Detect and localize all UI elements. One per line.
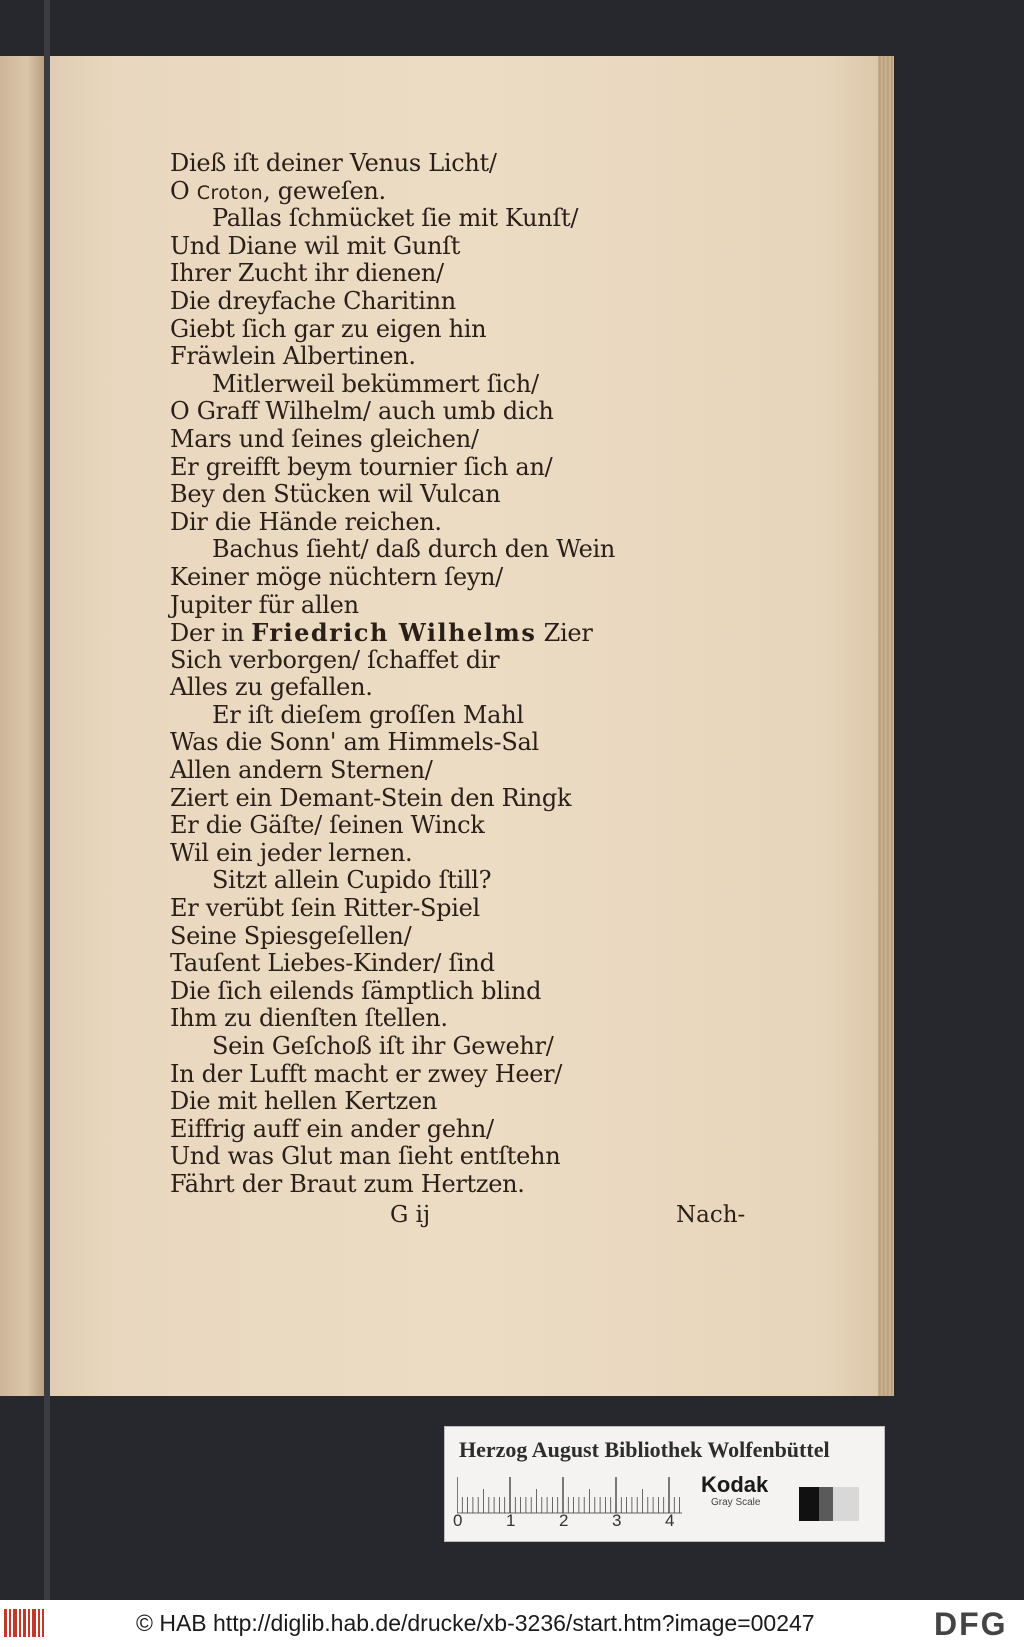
text-span: Allen andern Sternen/ xyxy=(170,756,433,785)
text-line xyxy=(170,178,790,206)
color-scale-card xyxy=(444,1426,885,1542)
text-line xyxy=(170,426,790,454)
text-line xyxy=(170,288,790,316)
text-span: Ziert ein Demant-Stein den Ringk xyxy=(170,783,572,812)
text-span: Mars und ſeines gleichen/ xyxy=(170,424,479,453)
text-line xyxy=(170,536,790,564)
catchword: Nach- xyxy=(676,1202,746,1228)
kodak-label: Kodak xyxy=(701,1472,769,1497)
text-span: Bachus ſieht/ daß durch den Wein xyxy=(212,535,616,564)
library-name: Herzog August Bibliothek Wolfenbüttel xyxy=(459,1437,830,1462)
barcode-icon xyxy=(4,1609,44,1637)
text-span: Und Diane wil mit Gunſt xyxy=(170,231,461,260)
text-span: Er verübt ſein Ritter-Spiel xyxy=(170,894,480,923)
text-line xyxy=(170,1116,790,1144)
text-line xyxy=(170,592,790,620)
gray-swatch xyxy=(819,1487,833,1521)
gray-scale-swatches xyxy=(799,1487,861,1521)
text-line xyxy=(170,564,790,592)
text-span: Ihm zu dienſten ſtellen. xyxy=(170,1004,448,1033)
left-page-edge xyxy=(0,56,44,1396)
ruler-number: 4 xyxy=(665,1511,675,1530)
text-span: O Graff Wilhelm/ auch umb dich xyxy=(170,397,554,426)
text-line xyxy=(170,1061,790,1089)
text-span: Was die Sonn' am Himmels-Sal xyxy=(170,728,539,757)
text-span: Ihrer Zucht ihr dienen/ xyxy=(170,259,444,288)
text-span: , geweſen. xyxy=(263,176,386,205)
text-span: Fährt der Braut zum Hertzen. xyxy=(170,1169,525,1198)
text-span: Sitzt allein Cupido ſtill? xyxy=(212,866,492,895)
text-span: Er greifft beym tournier ſich an/ xyxy=(170,452,553,481)
text-line xyxy=(170,205,790,233)
text-line xyxy=(170,454,790,482)
text-line xyxy=(170,398,790,426)
ruler-number: 1 xyxy=(506,1511,516,1530)
text-line xyxy=(170,619,790,647)
page-footer-line xyxy=(170,1202,770,1232)
text-line xyxy=(170,757,790,785)
ruler-numbers xyxy=(453,1511,687,1531)
text-line xyxy=(170,509,790,537)
text-line xyxy=(170,481,790,509)
text-span: O xyxy=(170,176,197,205)
kodak-logo xyxy=(701,1473,801,1513)
text-span: Friedrich Wilhelms xyxy=(251,618,537,648)
text-span: Dir die Hände reichen. xyxy=(170,507,442,536)
text-span: Er iſt dieſem groſſen Mahl xyxy=(212,700,524,729)
text-line xyxy=(170,702,790,730)
text-line xyxy=(170,923,790,951)
text-line xyxy=(170,1171,790,1199)
ruler-icon xyxy=(457,1475,687,1515)
dfg-logo: DFG xyxy=(934,1606,1008,1642)
text-line xyxy=(170,1143,790,1171)
text-span: Jupiter für allen xyxy=(170,590,359,619)
text-line xyxy=(170,950,790,978)
text-span: Und was Glut man ſieht entſtehn xyxy=(170,1142,561,1171)
text-span: Sich verborgen/ ſchaffet dir xyxy=(170,645,500,674)
poem-text xyxy=(170,150,790,1199)
text-span: Die dreyfache Charitinn xyxy=(170,286,456,315)
text-line xyxy=(170,343,790,371)
text-line xyxy=(170,674,790,702)
text-span: Fräwlein Albertinen. xyxy=(170,342,416,371)
text-line xyxy=(170,647,790,675)
signature-mark: G ij xyxy=(390,1202,431,1228)
text-span: Die ſich eilends ſämptlich blind xyxy=(170,976,542,1005)
text-span: Croton xyxy=(196,181,264,204)
page-edge-right xyxy=(878,56,894,1396)
text-span: Mitlerweil bekümmert ſich/ xyxy=(212,369,539,398)
kodak-subtitle: Gray Scale xyxy=(711,1497,761,1508)
text-span: Keiner möge nüchtern ſeyn/ xyxy=(170,562,503,591)
ruler-number: 3 xyxy=(612,1511,622,1530)
text-span: Alles zu gefallen. xyxy=(170,673,373,702)
text-line xyxy=(170,233,790,261)
text-span: Der in xyxy=(170,619,252,648)
text-line xyxy=(170,840,790,868)
ruler-number: 2 xyxy=(559,1511,569,1530)
text-span: Seine Spiesgeſellen/ xyxy=(170,921,412,950)
text-span: Er die Gäſte/ ſeinen Winck xyxy=(170,811,485,840)
text-line xyxy=(170,1033,790,1061)
text-line xyxy=(170,785,790,813)
text-line xyxy=(170,978,790,1006)
text-span: Dieß iſt deiner Venus Licht/ xyxy=(170,149,497,177)
text-line xyxy=(170,1005,790,1033)
text-span: Giebt ſich gar zu eigen hin xyxy=(170,314,487,343)
text-span: Zier xyxy=(536,619,593,648)
gray-swatch xyxy=(833,1487,859,1521)
copyright-link[interactable]: © HAB http://diglib.hab.de/drucke/xb-3236/start.htm?image=00247 xyxy=(136,1610,815,1636)
text-span: Die mit hellen Kertzen xyxy=(170,1087,438,1116)
text-line xyxy=(170,371,790,399)
text-line xyxy=(170,1088,790,1116)
text-span: Sein Geſchoß iſt ihr Gewehr/ xyxy=(212,1032,554,1060)
ruler-number: 0 xyxy=(453,1511,463,1530)
text-line xyxy=(170,150,790,178)
text-line xyxy=(170,895,790,923)
text-span: Pallas ſchmücket ſie mit Kunſt/ xyxy=(212,204,579,233)
text-span: Wil ein jeder lernen. xyxy=(170,838,413,867)
text-line xyxy=(170,867,790,895)
footer-bar xyxy=(0,1600,1024,1647)
text-line xyxy=(170,812,790,840)
text-line xyxy=(170,729,790,757)
text-line xyxy=(170,260,790,288)
text-span: Eiffrig auff ein ander gehn/ xyxy=(170,1114,494,1143)
text-line xyxy=(170,316,790,344)
text-span: Tauſent Liebes-Kinder/ ſind xyxy=(170,949,495,978)
text-span: In der Lufft macht er zwey Heer/ xyxy=(170,1059,563,1088)
text-span: Bey den Stücken wil Vulcan xyxy=(170,480,501,509)
gray-swatch xyxy=(799,1487,819,1521)
